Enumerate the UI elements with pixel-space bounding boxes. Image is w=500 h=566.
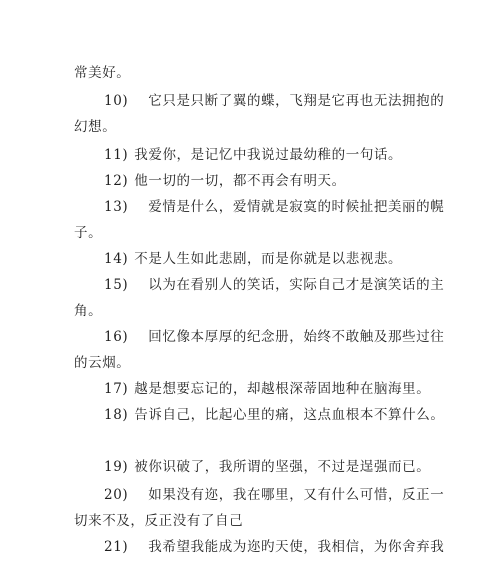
item-text: 不是人生如此悲剧，而是你就是以悲视悲。 (134, 251, 403, 267)
item-number: 20) (104, 487, 129, 503)
list-item (104, 406, 444, 424)
item-text: 以为在看别人的笑话，实际自己才是演笑话的主 (148, 277, 445, 293)
item-number: 12) (104, 173, 129, 189)
item-number: 10) (104, 93, 129, 109)
item-text: 我爱你，是记忆中我说过最幼稚的一句话。 (134, 147, 403, 163)
text-line (74, 64, 130, 82)
list-item (104, 328, 444, 346)
item-number: 11) (104, 147, 129, 163)
line-text: 子。 (74, 225, 103, 241)
item-number: 16) (104, 329, 129, 345)
list-item (104, 486, 444, 504)
list-item (104, 250, 402, 268)
list-item (104, 538, 444, 556)
list-item (104, 380, 430, 398)
line-text: 的云烟。 (74, 355, 131, 371)
item-number: 18) (104, 407, 129, 423)
item-text: 回忆像本厚厚的纪念册，始终不敢触及那些过往 (148, 329, 445, 345)
list-item (104, 458, 430, 476)
item-number: 17) (104, 381, 129, 397)
text-line (74, 118, 116, 136)
line-text: 幻想。 (74, 119, 117, 135)
item-text: 他一切的一切，都不再会有明天。 (134, 173, 346, 189)
list-item (104, 276, 444, 294)
list-item (104, 198, 444, 216)
text-line (74, 224, 102, 242)
text-line (74, 354, 130, 372)
item-number: 19) (104, 459, 129, 475)
item-number: 13) (104, 199, 129, 215)
item-number: 14) (104, 251, 129, 267)
item-text: 如果没有迩，我在哪里，又有什么可惜，反正一 (148, 487, 445, 503)
line-text: 切来不及，反正没有了自己 (74, 513, 244, 529)
item-text: 被你识破了，我所谓的坚强，不过是逞强而已。 (134, 459, 431, 475)
item-text: 我希望我能成为迩旳天使，我相信，为你舍弃我 (148, 539, 445, 555)
line-text: 常美好。 (74, 65, 131, 81)
item-number: 21) (104, 539, 129, 555)
item-text: 爱情是什么，爱情就是寂寞的时候扯把美丽的幌 (148, 199, 445, 215)
list-item (104, 92, 444, 110)
item-text: 越是想要忘记的，却越根深蒂固地种在脑海里。 (134, 381, 431, 397)
item-text: 告诉自己，比起心里的痛，这点血根本不算什么。 (134, 407, 445, 423)
line-text: 角。 (74, 303, 103, 319)
item-number: 15) (104, 277, 129, 293)
list-item (104, 172, 346, 190)
list-item (104, 146, 402, 164)
text-line (74, 302, 102, 320)
text-line (74, 512, 243, 530)
item-text: 它只是只断了翼的蝶，飞翔是它再也无法拥抱的 (148, 93, 445, 109)
